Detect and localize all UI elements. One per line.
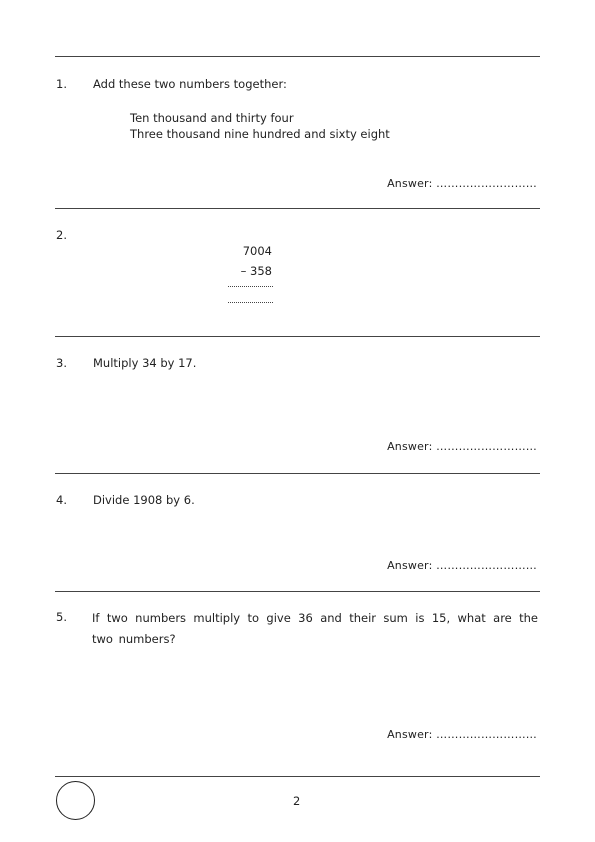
minuend: 7004 [242, 244, 272, 258]
divider [55, 208, 540, 209]
question-text: If two numbers multiply to give 36 and their sum is 15, what are the two numbers? [92, 611, 538, 646]
answer-line-top [228, 286, 273, 287]
answer-line-bottom [228, 302, 273, 303]
divider [55, 473, 540, 474]
question-text: Multiply 34 by 17. [93, 356, 197, 370]
answer-line: Answer: ……………………… [387, 728, 537, 741]
number-words-1: Ten thousand and thirty four [130, 111, 294, 125]
answer-line: Answer: ……………………… [387, 440, 537, 453]
question-number: 3. [56, 356, 67, 370]
page-number: 2 [293, 794, 301, 808]
answer-line: Answer: ……………………… [387, 559, 537, 572]
question-text: Divide 1908 by 6. [93, 493, 195, 507]
question-number: 2. [56, 228, 67, 242]
number-words-2: Three thousand nine hundred and sixty eight [130, 127, 390, 141]
divider [55, 336, 540, 337]
question-number: 4. [56, 493, 67, 507]
top-rule [55, 56, 540, 57]
question-number: 1. [56, 77, 67, 91]
subtrahend: – 358 [240, 264, 272, 278]
footer-rule [55, 776, 540, 777]
answer-line: Answer: ……………………… [387, 177, 537, 190]
question-text: Add these two numbers together: [93, 77, 287, 91]
divider [55, 591, 540, 592]
mark-circle [56, 781, 95, 820]
question-number: 5. [56, 610, 67, 624]
